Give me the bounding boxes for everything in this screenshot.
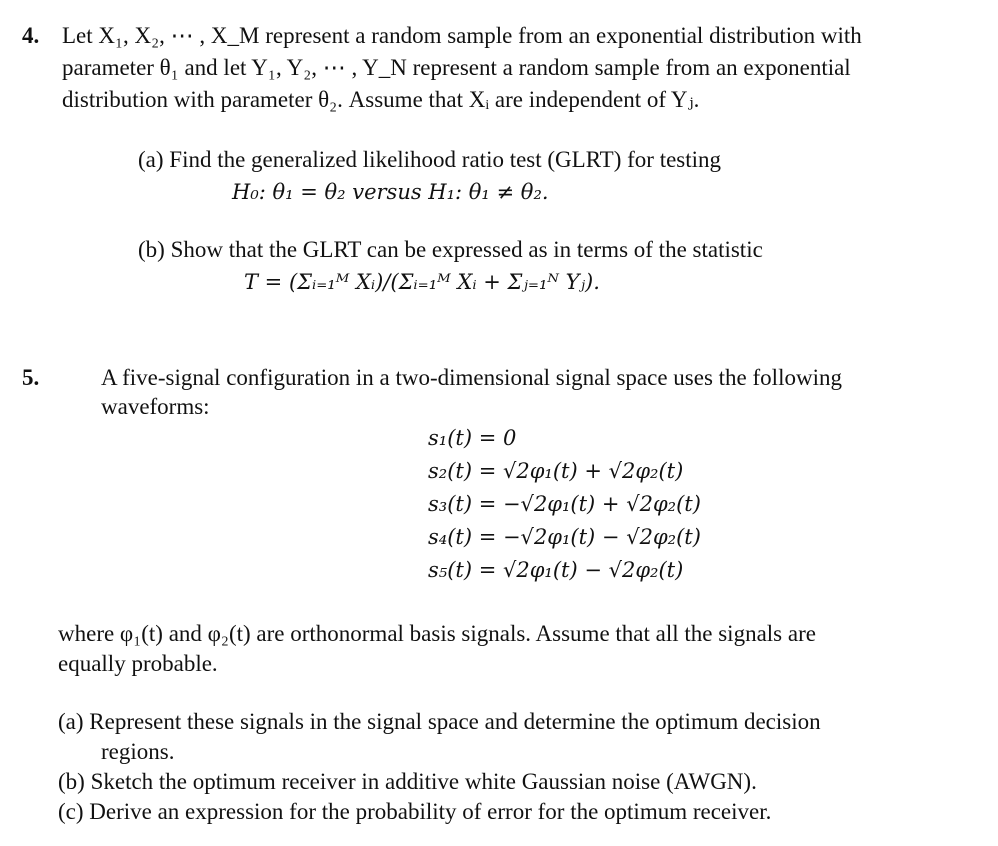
problem-5-part-b: (b) Sketch the optimum receiver in additive white Gaussian noise (AWGN). bbox=[58, 769, 757, 794]
problem-5-intro-line-1: A five-signal configuration in a two-dimensional signal space uses the following bbox=[101, 365, 842, 390]
problem-4-part-a-text: (a) Find the generalized likelihood ratio test (GLRT) for testing bbox=[138, 147, 722, 172]
problem-4-line-3: distribution with parameter θ₂. Assume that Xᵢ are independent of Yⱼ. bbox=[62, 87, 700, 112]
problem-5-part-c: (c) Derive an expression for the probability of error for the optimum receiver. bbox=[58, 799, 772, 824]
signal-equation-4: s₄(t) = −√2φ₁(t) − √2φ₂(t) bbox=[428, 525, 701, 549]
signal-equation-2: s₂(t) = √2φ₁(t) + √2φ₂(t) bbox=[428, 459, 684, 483]
signal-equation-1: s₁(t) = 0 bbox=[428, 426, 517, 450]
problem-4-part-a-equation: H₀: θ₁ = θ₂ versus H₁: θ₁ ≠ θ₂. bbox=[232, 180, 549, 204]
signal-equation-3: s₃(t) = −√2φ₁(t) + √2φ₂(t) bbox=[428, 492, 701, 516]
problem-5-part-a-line-1: (a) Represent these signals in the signal space and determine the optimum decision bbox=[58, 709, 821, 734]
problem-4-part-b-equation: T = (Σᵢ₌₁ᴹ Xᵢ)/(Σᵢ₌₁ᴹ Xᵢ + Σⱼ₌₁ᴺ Yⱼ). bbox=[244, 270, 600, 294]
problem-5-intro-line-2: waveforms: bbox=[101, 394, 210, 419]
problem-5-where-line-2: equally probable. bbox=[58, 651, 218, 676]
problem-4-number: 4. bbox=[22, 23, 40, 48]
problem-5-number: 5. bbox=[22, 365, 40, 390]
problem-5-where-line-1: where φ₁(t) and φ₂(t) are orthonormal basis signals. Assume that all the signals are bbox=[58, 621, 816, 646]
problem-4-line-2: parameter θ₁ and let Y₁, Y₂, ⋯ , Y_N represent a random sample from an exponential bbox=[62, 55, 851, 80]
problem-5-part-a-line-2: regions. bbox=[101, 739, 175, 764]
signal-equation-5: s₅(t) = √2φ₁(t) − √2φ₂(t) bbox=[428, 558, 684, 582]
problem-4-line-1: Let X₁, X₂, ⋯ , X_M represent a random sample from an exponential distribution with bbox=[62, 23, 862, 48]
problem-4-part-b-text: (b) Show that the GLRT can be expressed as in terms of the statistic bbox=[138, 237, 763, 262]
